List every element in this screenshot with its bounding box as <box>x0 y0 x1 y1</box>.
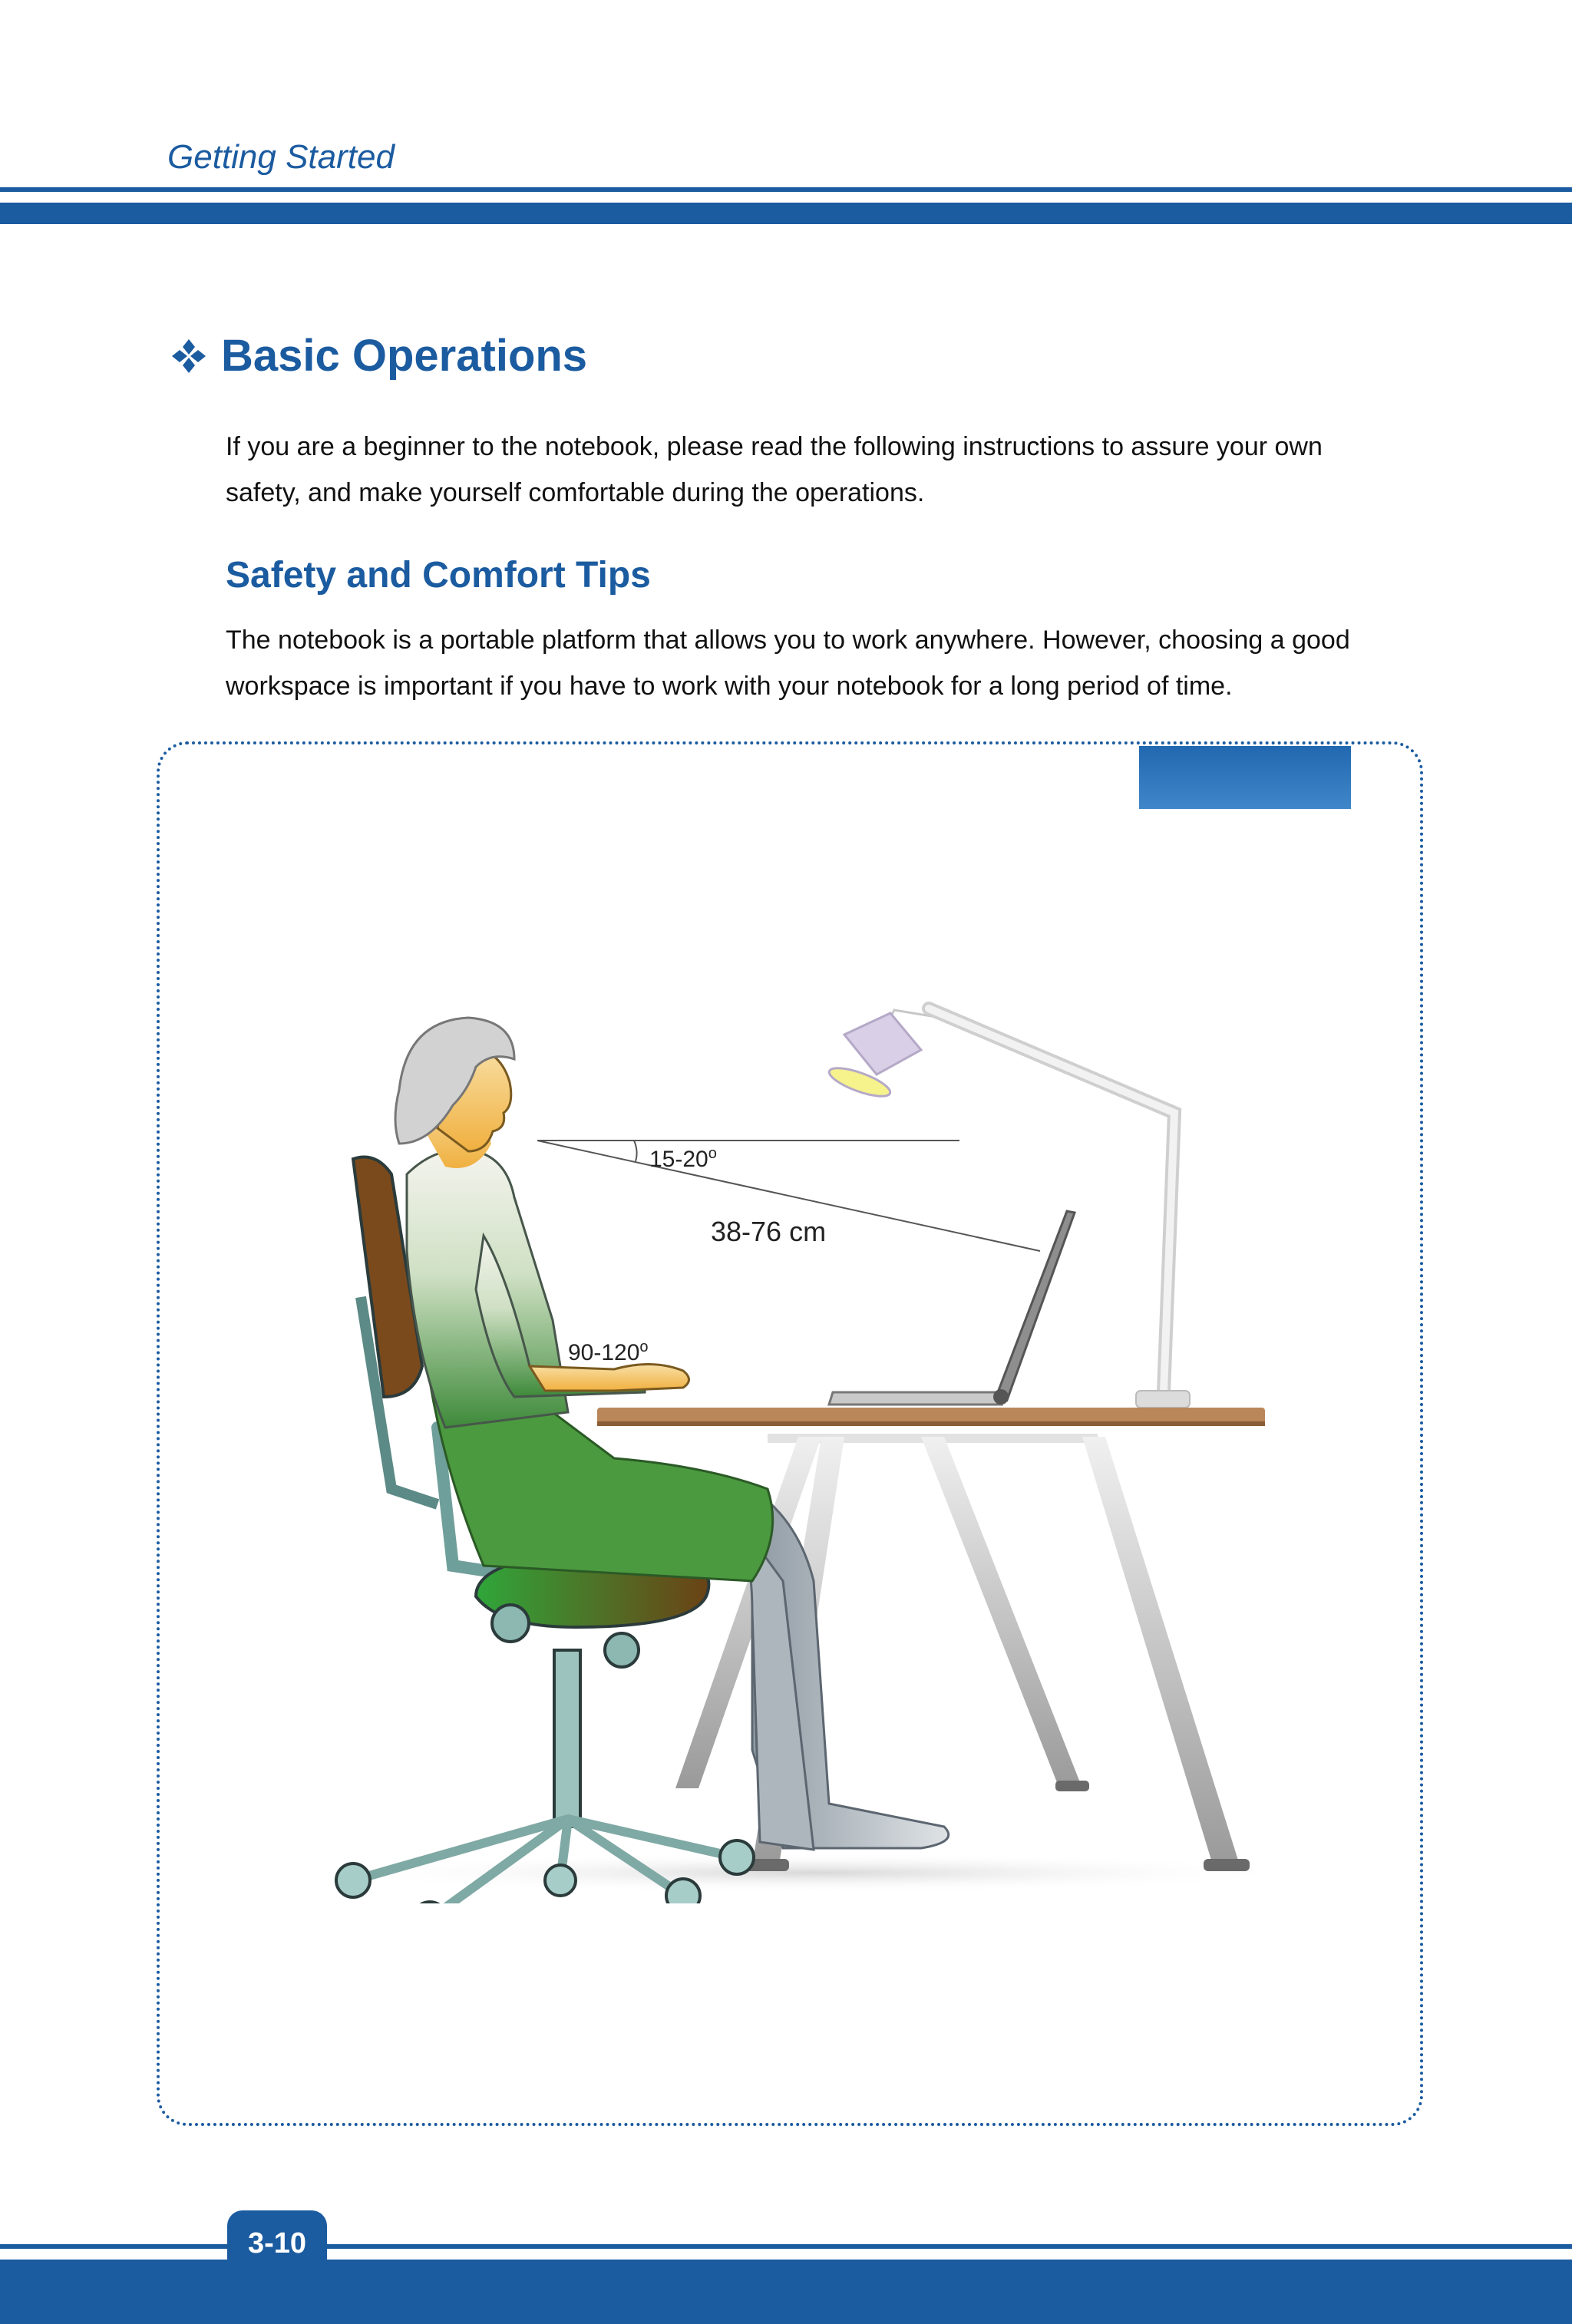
laptop <box>829 1211 1075 1405</box>
subsection-heading: Safety and Comfort Tips <box>226 555 651 596</box>
figure-corner-tab <box>1139 746 1351 809</box>
page-number: 3-10 <box>227 2210 327 2276</box>
ergonomic-posture-illustration <box>322 998 1320 1903</box>
desk-lamp <box>826 1008 1190 1412</box>
diamond-bullet-icon <box>170 338 207 375</box>
section-heading <box>170 330 587 381</box>
elbow-angle-label <box>568 1339 649 1366</box>
intro-paragraph: If you are a beginner to the notebook, please read the following instructions to assure your own safety, and make yourself comfortable during the operations. <box>226 432 1323 507</box>
viewing-angle-label <box>649 1145 717 1173</box>
section-heading-text: Basic Operations <box>221 331 588 381</box>
header-rule-thick <box>0 203 1572 224</box>
running-header: Getting Started <box>167 138 395 176</box>
degree-symbol: o <box>708 1145 717 1162</box>
tips-paragraph: The notebook is a portable platform that allows you to work anywhere. However, choosing a good workspace is important if you have to work with your notebook for a long period of time. <box>226 626 1350 701</box>
viewing-angle-value: 15-20 <box>649 1147 708 1172</box>
header-rule-thin <box>0 187 1572 192</box>
degree-symbol-2: o <box>639 1339 649 1355</box>
viewing-distance-label: 38-76 cm <box>711 1216 827 1247</box>
elbow-angle-value: 90-120 <box>568 1340 640 1365</box>
